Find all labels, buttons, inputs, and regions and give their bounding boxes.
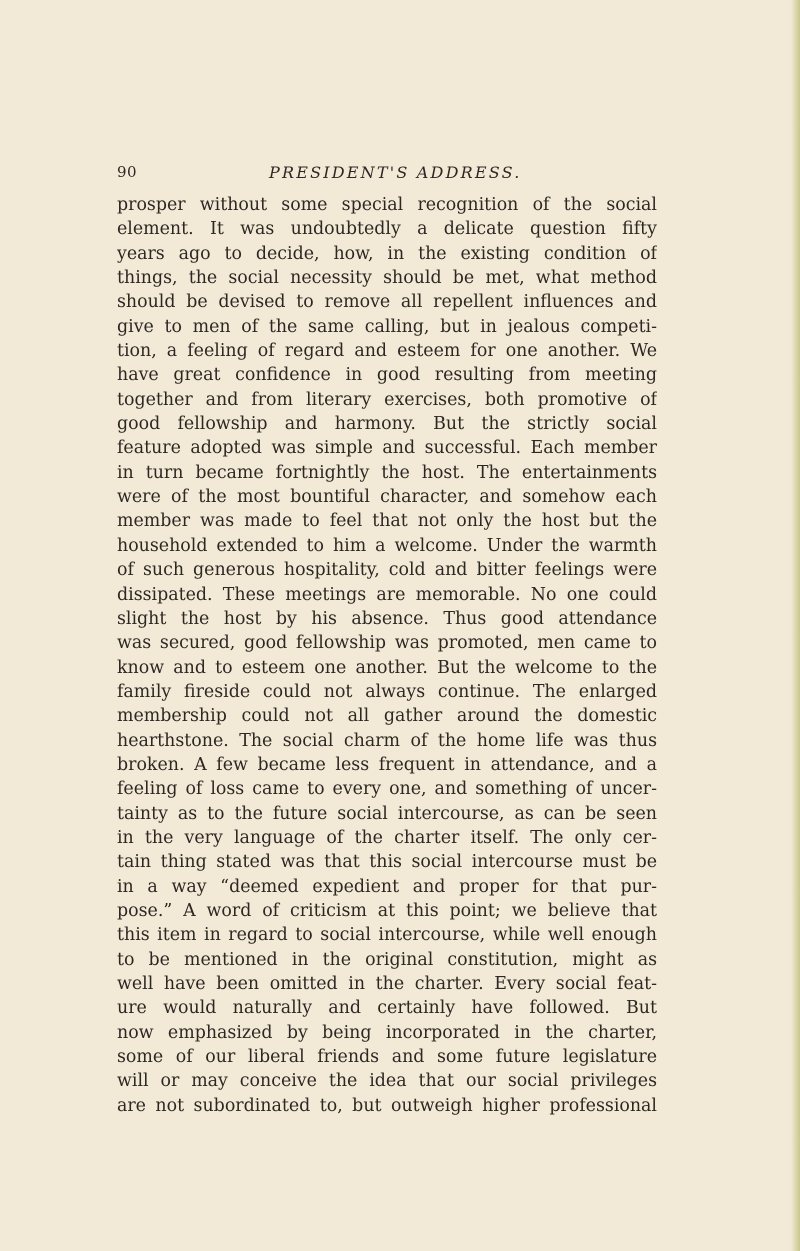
text-line: pose.” A word of criticism at this point; we believe that [117,900,657,921]
text-line: in a way “deemed expedient and proper for that pur- [117,876,657,897]
text-line: things, the social necessity should be met, what method [117,268,657,289]
body-paragraph [117,193,657,1118]
page-header [117,163,637,187]
text-line: feeling of loss came to every one, and something of uncer- [117,779,657,800]
page-edge-shadow [791,0,800,1251]
text-line: member was made to feel that not only the host but the [117,511,657,532]
text-line: dissipated. These meetings are memorable. No one could [117,584,657,605]
text-line: household extended to him a welcome. Under the warmth [117,535,657,556]
text-line: membership could not all gather around the domestic [117,706,657,727]
running-head: PRESIDENT'S ADDRESS. [269,163,522,182]
text-line: in turn became fortnightly the host. The entertainments [117,462,657,483]
text-line: should be devised to remove all repellent influences and [117,292,657,313]
text-line: have great confidence in good resulting from meeting [117,365,657,386]
text-line: family fireside could not always continue. The enlarged [117,681,657,702]
text-line: some of our liberal friends and some future legislature [117,1047,657,1068]
text-line: were of the most bountiful character, and somehow each [117,487,657,508]
text-line: ure would naturally and certainly have followed. But [117,998,657,1019]
text-line: tainty as to the future social intercourse, as can be seen [117,803,657,824]
text-line: to be mentioned in the original constitution, might as [117,949,657,970]
text-line: will or may conceive the idea that our social privileges [117,1071,657,1092]
text-line: years ago to decide, how, in the existing condition of [117,243,657,264]
text-line: give to men of the same calling, but in jealous competi- [117,316,657,337]
text-line: of such generous hospitality, cold and bitter feelings were [117,560,657,581]
text-line: slight the host by his absence. Thus good attendance [117,608,657,629]
text-line: this item in regard to social intercourse, while well enough [117,925,657,946]
text-line: are not subordinated to, but outweigh higher professional [117,1095,657,1116]
text-line: hearthstone. The social charm of the home life was thus [117,730,657,751]
text-line: know and to esteem one another. But the welcome to the [117,657,657,678]
text-line: feature adopted was simple and successful. Each member [117,438,657,459]
text-line: tion, a feeling of regard and esteem for one another. We [117,341,657,362]
text-line: good fellowship and harmony. But the strictly social [117,414,657,435]
text-line: now emphasized by being incorporated in the charter, [117,1022,657,1043]
text-line: tain thing stated was that this social intercourse must be [117,852,657,873]
page-number: 90 [117,163,138,181]
text-line: element. It was undoubtedly a delicate question fifty [117,219,657,240]
text-line: was secured, good fellowship was promoted, men came to [117,633,657,654]
text-line: prosper without some special recognition of the social [117,195,657,215]
text-line: broken. A few became less frequent in attendance, and a [117,754,657,775]
text-line: well have been omitted in the charter. Every social feat- [117,974,657,994]
text-line: in the very language of the charter itself. The only cer- [117,827,657,848]
text-line: together and from literary exercises, both promotive of [117,389,657,410]
